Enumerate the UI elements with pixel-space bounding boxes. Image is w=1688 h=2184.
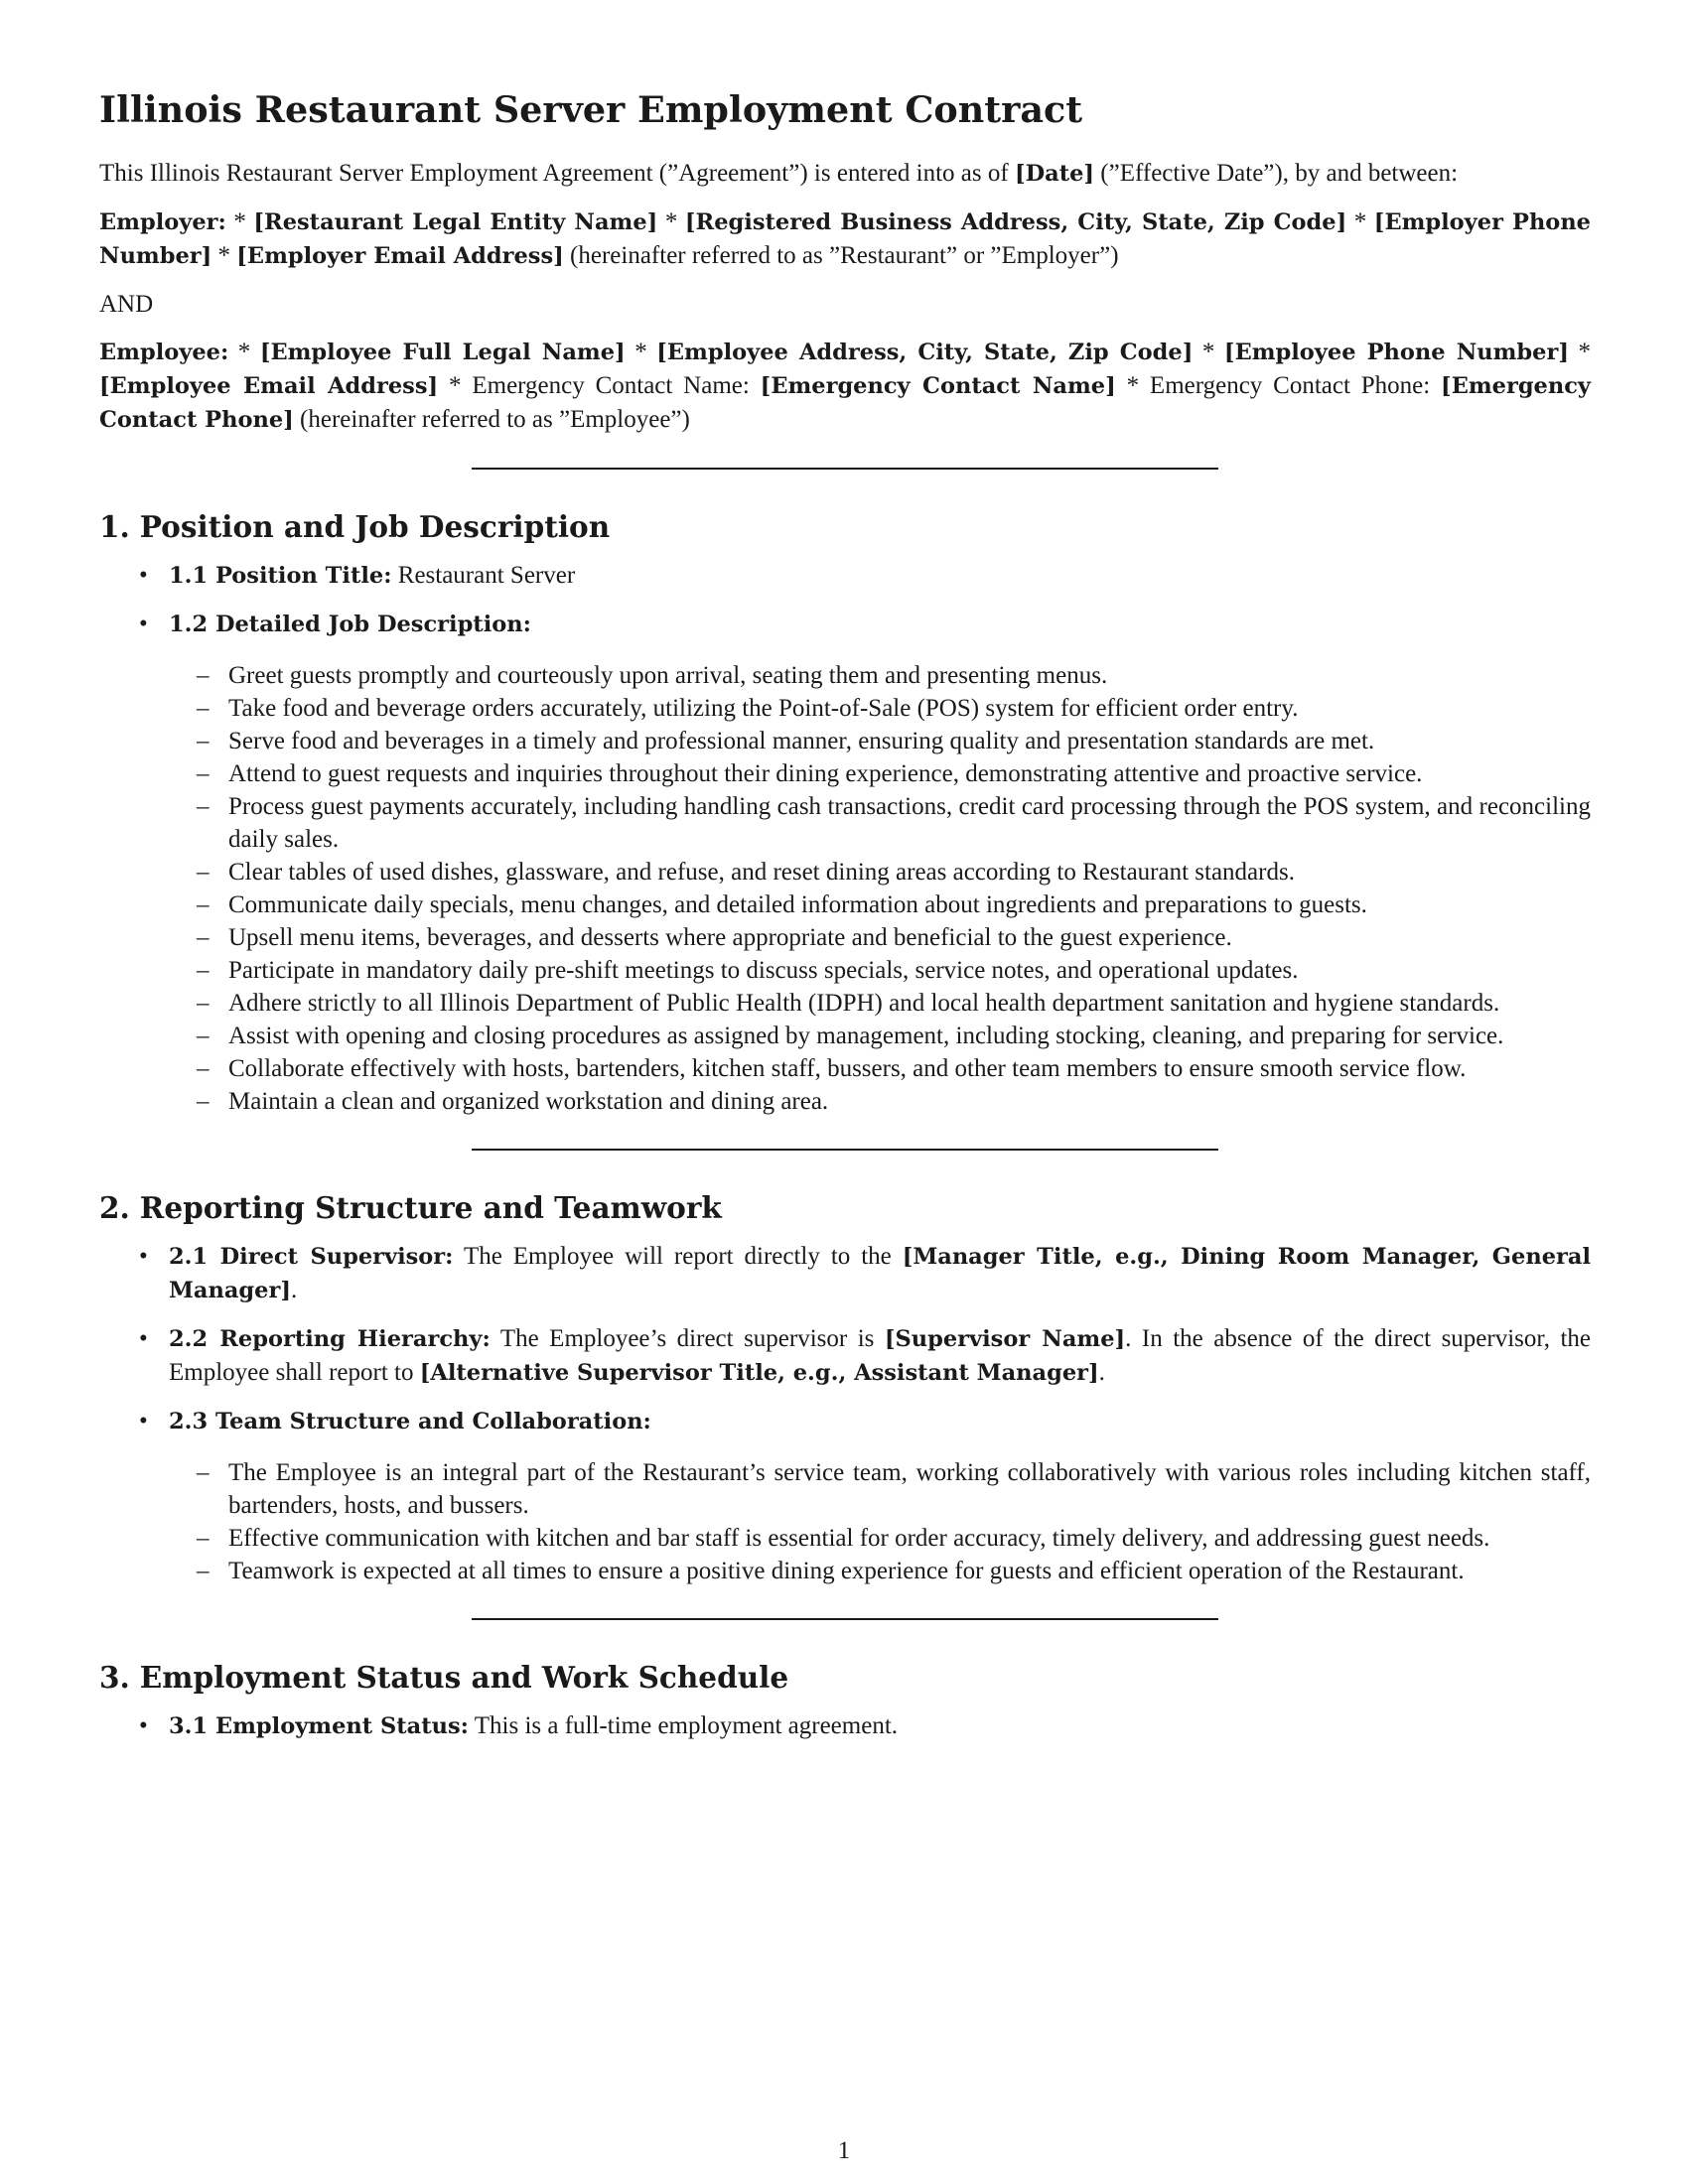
duty-item [169, 954, 1591, 987]
document-page [99, 87, 1591, 1758]
dash-icon: – [197, 1023, 210, 1049]
section-title: Position and Job Description [139, 509, 611, 544]
dash-icon: – [197, 1088, 210, 1115]
page-number: 1 [837, 2137, 851, 2164]
duty-item [169, 757, 1591, 790]
teamwork-text: Teamwork is expected at all times to ensure a positive dining experience for guests and efficient operation of the Restaurant. [228, 1558, 1465, 1584]
alternative-supervisor-field: [Alternative Supervisor Title, e.g., Assistant Manager] [419, 1360, 1099, 1386]
separator: * [228, 339, 260, 365]
section-number: 2. [99, 1190, 130, 1225]
item-label: 2.3 Team Structure and Collaboration: [169, 1409, 651, 1434]
section-divider [472, 468, 1218, 470]
duty-text: Adhere strictly to all Illinois Department of Public Health (IDPH) and local health department sanitation and hygiene standards. [228, 990, 1500, 1017]
employee-address-field: [Employee Address, City, State, Zip Code] [656, 340, 1194, 365]
dash-icon: – [197, 891, 210, 918]
intro-text: This Illinois Restaurant Server Employment Agreement (”Agreement”) is entered into as of [99, 160, 1015, 187]
emergency-phone-label: * Emergency Contact Phone: [1115, 372, 1442, 399]
list-item [99, 559, 1591, 593]
intro-paragraph [99, 157, 1591, 191]
duty-item [169, 987, 1591, 1020]
teamwork-item [169, 1522, 1591, 1555]
item-text: Restaurant Server [391, 562, 576, 589]
employer-phone-field: [Employer Phone Number] [99, 209, 1591, 269]
section-3-heading [99, 1658, 1591, 1698]
intro-text-end: (”Effective Date”), by and between: [1094, 160, 1459, 187]
employee-name-field: [Employee Full Legal Name] [259, 340, 626, 365]
duty-text: Attend to guest requests and inquiries throughout their dining experience, demonstrating attentive and proactive service. [228, 760, 1423, 787]
section-2-list [99, 1240, 1591, 1587]
item-label: 1.1 Position Title: [169, 563, 392, 589]
employer-block [99, 205, 1591, 273]
teamwork-item [169, 1555, 1591, 1587]
manager-title-field: [Manager Title, e.g., Dining Room Manager, General Manager] [169, 1244, 1591, 1303]
duty-item [169, 856, 1591, 888]
item-label: 1.2 Detailed Job Description: [169, 612, 531, 637]
emergency-phone-field: [Emergency Contact Phone] [99, 373, 1591, 433]
duty-text: Greet guests promptly and courteously upon arrival, seating them and presenting menus. [228, 662, 1108, 689]
dash-icon: – [197, 1525, 210, 1552]
separator: * [211, 242, 237, 269]
duty-item [169, 692, 1591, 725]
bullet-icon: • [139, 1243, 148, 1270]
employer-label: Employer: [99, 209, 226, 235]
separator: * [625, 339, 657, 365]
item-label: 2.1 Direct Supervisor: [169, 1244, 454, 1270]
bullet-icon: • [139, 1325, 148, 1352]
dash-icon: – [197, 990, 210, 1017]
item-text-end: . [1098, 1359, 1105, 1386]
item-text-end: . [290, 1277, 298, 1303]
employer-name-field: [Restaurant Legal Entity Name] [253, 209, 658, 235]
duty-item [169, 1020, 1591, 1052]
emergency-name-field: [Emergency Contact Name] [760, 373, 1116, 399]
list-item [99, 1405, 1591, 1587]
list-item [99, 608, 1591, 1118]
duty-text: Process guest payments accurately, including handling cash transactions, credit card processing through the POS system, and reconciling daily sales. [228, 793, 1591, 853]
list-item [99, 1709, 1591, 1743]
duty-text: Take food and beverage orders accurately, utilizing the Point-of-Sale (POS) system for efficient order entry. [228, 695, 1299, 722]
duty-item [169, 921, 1591, 954]
duty-text: Maintain a clean and organized workstation and dining area. [228, 1088, 829, 1115]
duty-item [169, 659, 1591, 692]
date-field: [Date] [1014, 161, 1095, 187]
bullet-icon: • [139, 1712, 148, 1739]
list-item [99, 1240, 1591, 1307]
duty-item [169, 790, 1591, 856]
duty-item [169, 1085, 1591, 1118]
section-number: 1. [99, 509, 130, 544]
bullet-icon: • [139, 1408, 148, 1434]
item-label: 2.2 Reporting Hierarchy: [169, 1326, 491, 1352]
duties-list [169, 659, 1591, 1118]
separator: * [1568, 339, 1592, 365]
dash-icon: – [197, 695, 210, 722]
separator: * [225, 208, 254, 235]
duty-text: Collaborate effectively with hosts, bartenders, kitchen staff, bussers, and other team members to ensure smooth service flow. [228, 1055, 1467, 1082]
employee-tail: (hereinafter referred to as ”Employee”) [293, 406, 690, 433]
teamwork-text: Effective communication with kitchen and bar staff is essential for order accuracy, timely delivery, and addressing guest needs. [228, 1525, 1490, 1552]
dash-icon: – [197, 728, 210, 754]
duty-text: Upsell menu items, beverages, and desserts where appropriate and beneficial to the guest experience. [228, 924, 1232, 951]
dash-icon: – [197, 1055, 210, 1082]
section-2-heading [99, 1188, 1591, 1228]
item-text: The Employee’s direct supervisor is [490, 1325, 885, 1352]
section-title: Reporting Structure and Teamwork [139, 1190, 722, 1225]
item-label: 3.1 Employment Status: [169, 1713, 469, 1739]
dash-icon: – [197, 924, 210, 951]
section-divider [472, 1149, 1218, 1151]
list-item [99, 1322, 1591, 1390]
dash-icon: – [197, 760, 210, 787]
duty-text: Assist with opening and closing procedures as assigned by management, including stocking, cleaning, and preparing for service. [228, 1023, 1504, 1049]
section-title: Employment Status and Work Schedule [139, 1660, 789, 1695]
section-number: 3. [99, 1660, 130, 1695]
item-text: . In the absence of the direct supervisor, the Employee shall report to [169, 1325, 1592, 1386]
teamwork-list [169, 1456, 1591, 1587]
item-text: This is a full-time employment agreement. [468, 1712, 899, 1739]
teamwork-text: The Employee is an integral part of the Restaurant’s service team, working collaboratively with various roles including kitchen staff, bartenders, hosts, and bussers. [228, 1459, 1591, 1519]
dash-icon: – [197, 1459, 210, 1486]
separator: * [657, 208, 685, 235]
employee-email-field: [Employee Email Address] [99, 373, 439, 399]
employer-address-field: [Registered Business Address, City, State, Zip Code] [684, 209, 1347, 235]
emergency-name-label: * Emergency Contact Name: [438, 372, 761, 399]
employee-phone-field: [Employee Phone Number] [1223, 340, 1569, 365]
section-3-list [99, 1709, 1591, 1743]
duty-text: Serve food and beverages in a timely and professional manner, ensuring quality and presentation standards are met. [228, 728, 1375, 754]
section-1-list [99, 559, 1591, 1118]
and-text: AND [99, 291, 154, 318]
duty-text: Communicate daily specials, menu changes, and detailed information about ingredients and preparations to guests. [228, 891, 1367, 918]
dash-icon: – [197, 1558, 210, 1584]
dash-icon: – [197, 957, 210, 984]
dash-icon: – [197, 793, 210, 820]
teamwork-item [169, 1456, 1591, 1522]
bullet-icon: • [139, 562, 148, 589]
separator: * [1346, 208, 1374, 235]
duty-item [169, 725, 1591, 757]
employee-block [99, 336, 1591, 437]
employee-label: Employee: [99, 340, 229, 365]
dash-icon: – [197, 662, 210, 689]
employer-email-field: [Employer Email Address] [236, 243, 564, 269]
supervisor-name-field: [Supervisor Name] [884, 1326, 1126, 1352]
dash-icon: – [197, 859, 210, 886]
duty-item [169, 1052, 1591, 1085]
duty-text: Participate in mandatory daily pre-shift meetings to discuss specials, service notes, and operational updates. [228, 957, 1299, 984]
item-text: The Employee will report directly to the [453, 1243, 903, 1270]
section-divider [472, 1618, 1218, 1620]
employer-tail: (hereinafter referred to as ”Restaurant” or ”Employer”) [563, 242, 1119, 269]
duty-text: Clear tables of used dishes, glassware, and refuse, and reset dining areas according to Restaurant standards. [228, 859, 1295, 886]
section-1-heading [99, 507, 1591, 547]
bullet-icon: • [139, 611, 148, 637]
separator: * [1193, 339, 1224, 365]
duty-item [169, 888, 1591, 921]
document-title: Illinois Restaurant Server Employment Contract [99, 88, 1083, 131]
